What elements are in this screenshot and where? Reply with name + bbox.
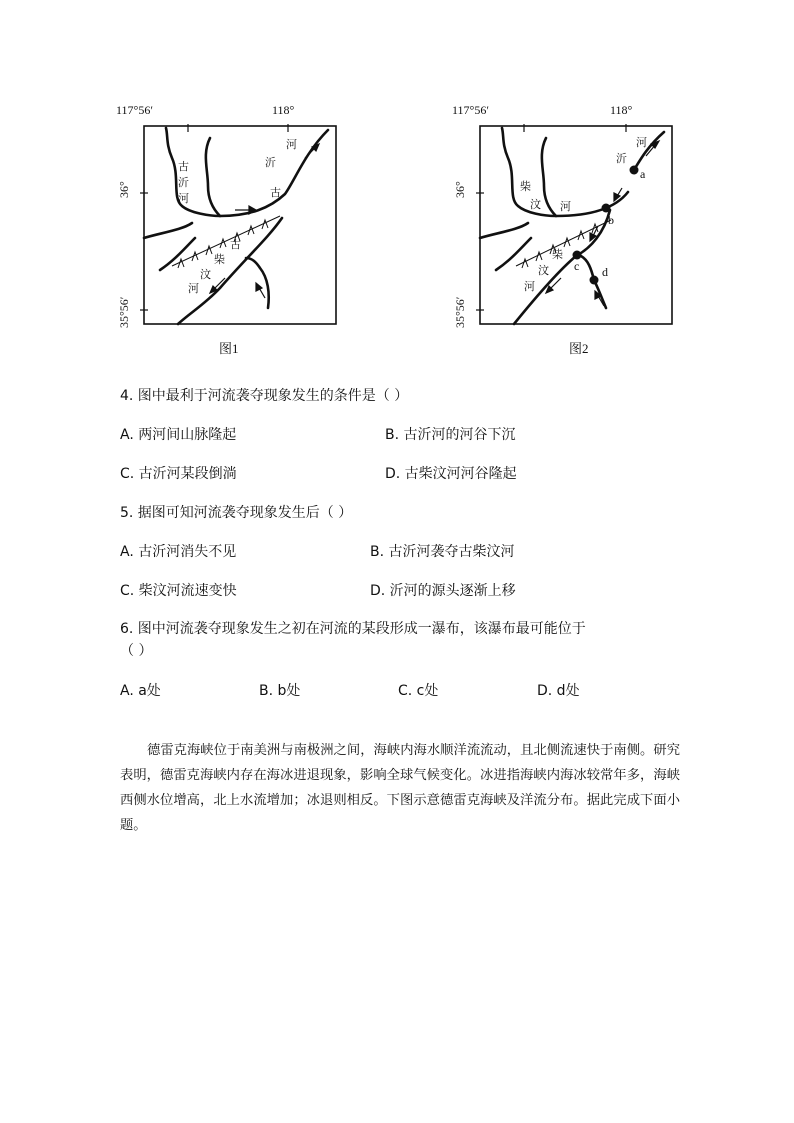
lon-right-label: 118° — [610, 103, 633, 117]
lat-bottom-label: 35°56′ — [117, 296, 131, 328]
figure-2 — [436, 98, 686, 330]
map-label-6: 河 — [286, 138, 297, 151]
lat-bottom-label: 35°56′ — [453, 296, 467, 328]
point-a-marker — [630, 166, 639, 175]
map-label-7: 汶 — [538, 264, 549, 277]
rivers — [144, 128, 328, 324]
q4-option-b[interactable]: B. 古沂河的河谷下沉 — [385, 427, 516, 443]
map-label-2: 沂 — [178, 176, 189, 189]
lon-left-label: 117°56′ — [116, 103, 153, 117]
figure-1-caption: 图1 — [219, 341, 239, 356]
map-label-8: 河 — [524, 280, 535, 293]
q4-option-a[interactable]: A. 两河间山脉隆起 — [120, 427, 237, 443]
map-label-4: 沂 — [265, 156, 276, 169]
lat-top-label: 36° — [117, 181, 131, 198]
figure-1-map — [100, 98, 350, 330]
flow-arrows — [546, 141, 659, 306]
lon-right-label: 118° — [272, 103, 295, 117]
map-label-6: 柴 — [552, 248, 563, 261]
question-6-stem-cont: （ ） — [120, 643, 153, 659]
point-c-label: c — [574, 259, 580, 273]
figure-2-map — [436, 98, 686, 330]
point-d-label: d — [602, 265, 608, 279]
q4-option-c[interactable]: C. 古沂河某段倒淌 — [120, 466, 237, 482]
passage — [120, 738, 680, 838]
map-label-1: 古 — [178, 160, 189, 173]
lat-top-label: 36° — [453, 181, 467, 198]
q5-option-c[interactable]: C. 柴汶河流速变快 — [120, 583, 237, 599]
map-label-5: 河 — [560, 200, 571, 213]
lon-left-label: 117°56′ — [452, 103, 489, 117]
map-label-5: 古 — [270, 186, 281, 199]
point-a-label: a — [640, 167, 646, 181]
q6-option-c[interactable]: C. c处 — [398, 683, 439, 699]
figure-2-caption: 图2 — [569, 341, 589, 356]
map-label-9: 汶 — [200, 268, 211, 281]
map-label-8: 柴 — [214, 253, 225, 266]
question-5-stem: 5. 据图可知河流袭夺现象发生后（ ） — [120, 505, 353, 521]
question-6-stem: 6. 图中河流袭夺现象发生之初在河流的某段形成一瀑布，该瀑布最可能位于 — [120, 621, 586, 637]
q6-option-a[interactable]: A. a处 — [120, 683, 161, 699]
q5-option-d[interactable]: D. 沂河的源头逐渐上移 — [370, 583, 516, 599]
point-d-marker — [590, 276, 599, 285]
rivers — [480, 128, 664, 324]
map-label-4: 汶 — [530, 198, 541, 211]
point-b-marker — [602, 204, 611, 213]
passage-text: 德雷克海峡位于南美洲与南极洲之间，海峡内海水顺洋流流动，且北侧流速快于南侧。研究表明，德雷克海峡内存在海冰进退现象，影响全球气候变化。冰进指海峡内海冰较常年多，海峡西侧水位增高，北上水流增加；冰退则相反。下图示意德雷克海峡及洋流分布。据此完成下面小题。 — [120, 743, 680, 833]
map-label-1: 河 — [636, 136, 647, 149]
q4-option-d[interactable]: D. 古柴汶河河谷隆起 — [385, 466, 517, 482]
q5-option-a[interactable]: A. 古沂河消失不见 — [120, 544, 237, 560]
q6-option-b[interactable]: B. b处 — [259, 683, 301, 699]
map-label-10: 河 — [188, 282, 199, 295]
question-4-stem: 4. 图中最利于河流袭夺现象发生的条件是（ ） — [120, 388, 409, 404]
map-label-7: 古 — [230, 238, 241, 251]
q5-option-b[interactable]: B. 古沂河袭夺古柴汶河 — [370, 544, 515, 560]
map-label-3: 柴 — [520, 180, 531, 193]
map-label-3: 河 — [178, 192, 189, 205]
q6-option-d[interactable]: D. d处 — [537, 683, 580, 699]
point-b-label: b — [608, 213, 614, 227]
map-label-2: 沂 — [616, 152, 627, 165]
figure-1 — [100, 98, 350, 330]
